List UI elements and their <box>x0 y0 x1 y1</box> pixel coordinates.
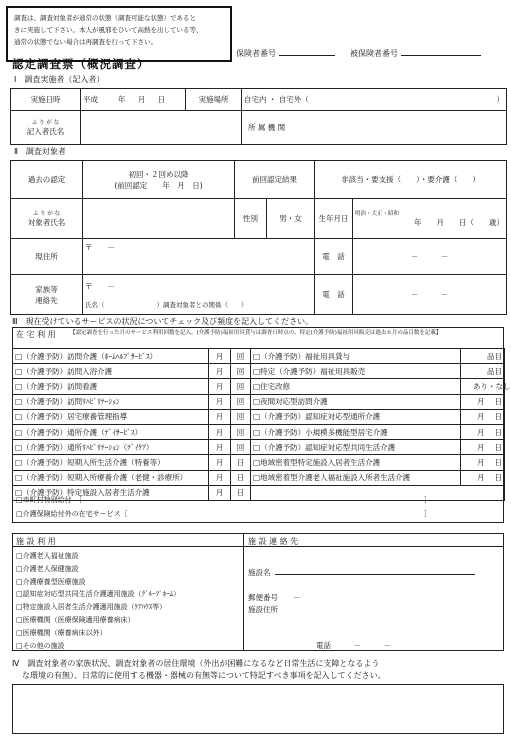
service-value-right: 日 <box>494 412 502 422</box>
service-checkbox-right[interactable]: □（介護予防）福祉用具貸与 <box>251 349 461 364</box>
birth-field[interactable] <box>353 199 507 239</box>
service-checkbox-right[interactable]: □特定（介護予防）福祉用具販売 <box>251 364 461 379</box>
facility-checkbox[interactable]: □特定施設入居者生活介護適用施設（ｹｱﾊｳｽ等） <box>16 603 167 612</box>
insured-number-field[interactable] <box>350 48 481 59</box>
year-label: 年 <box>117 95 126 104</box>
service-unit-left: 月 <box>209 424 231 439</box>
service-value-right: あり・なし <box>473 381 511 391</box>
past-cert-field[interactable] <box>83 161 235 199</box>
sex-field[interactable]: 男・女 <box>267 199 315 239</box>
service-count-left[interactable]: 回 <box>231 379 251 394</box>
service-checkbox-right[interactable]: □（介護予防）認知症対応型共同生活介護 <box>251 440 461 455</box>
insurer-number-label: 保険者番号 <box>236 49 276 58</box>
day-label: 日 <box>157 95 166 104</box>
service-row <box>13 379 505 394</box>
municipal-close: ］ <box>424 496 431 504</box>
service-count-right[interactable] <box>461 379 511 394</box>
past-cert-label: 過去の認定 <box>11 161 83 199</box>
service-count-right[interactable] <box>461 349 505 364</box>
service-row <box>13 349 505 364</box>
outside-label: □介護保険給付外の在宅サービス［ <box>16 510 128 518</box>
service-checkbox-left[interactable]: □（介護予防）訪問介護（ﾎｰﾑﾍﾙﾌﾟｻｰﾋﾞｽ） <box>13 349 209 364</box>
service-value-right: 日 <box>494 473 502 483</box>
facility-checkbox[interactable]: □医療機関（医療保険適用療養病床） <box>16 615 135 624</box>
home-use-label: 在 宅 利 用 <box>16 330 56 339</box>
insured-number-line <box>401 55 481 56</box>
writer-furigana: ふ り が な <box>31 120 60 126</box>
services-table <box>12 348 511 501</box>
service-count-right[interactable] <box>461 394 505 409</box>
tel-field[interactable]: － － <box>353 239 507 275</box>
writer-label-cell <box>11 111 81 145</box>
service-checkbox-left[interactable]: □（介護予防）居宅療養管理指導 <box>13 409 209 424</box>
subject-name-field[interactable] <box>83 199 235 239</box>
service-unit-right: 月 <box>477 412 485 422</box>
section-1-heading: Ⅰ 調査実施者（記入者） <box>14 75 105 84</box>
tel-label: 電 話 <box>315 239 353 275</box>
birth-label: 生年月日 <box>315 199 353 239</box>
section-4-heading-2: な環境の有無）、日常的に使用する機器・器械の有無等について特記すべき事項を記入してください。 <box>22 671 386 680</box>
service-checkbox-left[interactable]: □（介護予防）短期入所生活介護（特養等） <box>13 455 209 470</box>
facility-checkbox[interactable]: □医療機関（療養病床以外） <box>16 628 107 637</box>
address-field[interactable] <box>83 239 315 275</box>
writer-label: 記入者氏名 <box>26 127 65 136</box>
birth-eras: 明治・大正・昭和 <box>355 211 400 217</box>
subject-furigana: ふ り が な <box>32 211 61 217</box>
service-unit-left: 月 <box>209 364 231 379</box>
facility-checkbox[interactable]: □介護老人福祉施設 <box>16 552 79 560</box>
insurer-number-field[interactable] <box>236 48 335 59</box>
service-unit-left: 月 <box>209 485 231 500</box>
service-unit-left: 月 <box>209 440 231 455</box>
service-value-right: 日 <box>494 397 502 407</box>
family-postal: 〒 － <box>85 281 115 291</box>
notice-box <box>6 6 232 62</box>
service-empty-right <box>251 485 505 500</box>
service-unit-right: 月 <box>477 473 485 483</box>
service-row <box>13 455 505 470</box>
sex-label: 性別 <box>235 199 267 239</box>
facility-postal[interactable]: 郵便番号 － <box>248 593 301 602</box>
facility-checkbox[interactable]: □介護療養型医療施設 <box>16 577 86 586</box>
address-postal: 〒 － <box>85 243 115 252</box>
org-field[interactable] <box>242 111 507 145</box>
service-unit-left: 月 <box>209 349 231 364</box>
service-row <box>13 364 505 379</box>
outside-service[interactable] <box>16 509 128 519</box>
facility-tel[interactable]: 電話 － － <box>316 641 391 650</box>
municipal-label: □市町村特別給付 ［ <box>16 496 83 504</box>
date-label: 実施日時 <box>11 89 81 111</box>
notice-line-2: きに実施して下さい。本人が風邪をひいて高熱を出している等、 <box>14 26 203 34</box>
facility-name-field[interactable] <box>248 567 475 578</box>
section-2-table <box>10 160 507 315</box>
facility-use-label: 施 設 利 用 <box>16 537 56 546</box>
place-field[interactable] <box>242 89 507 111</box>
subject-name-label: 対象者氏名 <box>27 218 66 227</box>
past-first: 初回・２回め以降 <box>128 169 189 179</box>
service-count-right[interactable] <box>461 470 505 485</box>
service-value-right: 日 <box>494 427 502 437</box>
family-field[interactable] <box>83 275 315 315</box>
service-unit-right: 月 <box>477 397 485 407</box>
service-count-right[interactable] <box>461 409 505 424</box>
service-checkbox-left[interactable]: □（介護予防）訪問看護 <box>13 379 209 394</box>
facility-divider <box>243 533 244 651</box>
address-label: 現住所 <box>11 239 83 275</box>
service-count-left[interactable]: 回 <box>231 424 251 439</box>
prev-result-label: 前回認定結果 <box>235 161 315 199</box>
service-count-left[interactable]: 回 <box>231 394 251 409</box>
family-name: 氏名（ ）調査対象者との関係（ ） <box>85 300 248 309</box>
service-value-right: 日 <box>494 442 502 452</box>
past-prev: (前回認定 年 月 日) <box>114 180 203 190</box>
service-checkbox-left[interactable]: □（介護予防）短期入所療養介護（老健・診療所） <box>13 470 209 485</box>
service-unit-left: 月 <box>209 394 231 409</box>
subject-name-label-cell <box>11 199 83 239</box>
service-count-right[interactable] <box>461 440 505 455</box>
service-checkbox-left[interactable]: □（介護予防）通所ﾘﾊﾋﾞﾘﾃｰｼｮﾝ（ﾃﾞｲｹｱ） <box>13 440 209 455</box>
service-row <box>13 440 505 455</box>
prev-result-field[interactable]: 非該当・要支援（ ）・要介護（ ） <box>315 161 507 199</box>
service-row <box>13 394 505 409</box>
service-unit-right: 月 <box>477 427 485 437</box>
insured-number-label: 被保険者番号 <box>350 49 398 58</box>
service-count-left[interactable]: 回 <box>231 349 251 364</box>
notes-area[interactable] <box>12 684 504 734</box>
service-value-right: 日 <box>494 457 502 467</box>
date-field[interactable] <box>81 89 186 111</box>
family-label-cell <box>11 275 83 315</box>
service-count-left[interactable]: 回 <box>231 409 251 424</box>
facility-checkbox[interactable]: □その他の施設 <box>16 641 65 650</box>
service-checkbox-right[interactable]: □住宅改修 <box>251 379 461 394</box>
month-label: 月 <box>137 95 146 104</box>
service-unit-left: 月 <box>209 379 231 394</box>
service-checkbox-left[interactable]: □（介護予防）訪問ﾘﾊﾋﾞﾘﾃｰｼｮﾝ <box>13 394 209 409</box>
service-row <box>13 470 505 485</box>
service-count-left[interactable]: 日 <box>231 455 251 470</box>
section-2-heading: Ⅱ 調査対象者 <box>14 147 66 156</box>
service-unit-left: 月 <box>209 470 231 485</box>
writer-name-field[interactable] <box>81 111 242 145</box>
service-count-left[interactable]: 日 <box>231 470 251 485</box>
notice-line-1: 調査は、調査対象者が通常の状態（調査可能な状態）であると <box>14 14 196 22</box>
service-row <box>13 409 505 424</box>
facility-list <box>16 550 180 652</box>
era: 平成 <box>83 95 98 104</box>
service-checkbox-right[interactable]: □地域密着型介護老人福祉施設入所者生活介護 <box>251 470 461 485</box>
section-1-table <box>10 88 507 145</box>
service-checkbox-right[interactable]: □（介護予防）認知症対応型通所介護 <box>251 409 461 424</box>
service-count-left[interactable]: 日 <box>231 485 251 500</box>
outside-close: ］ <box>424 510 431 518</box>
org-label: 所 属 機 関 <box>248 123 286 132</box>
service-checkbox-right[interactable]: □夜間対応型訪問介護 <box>251 394 461 409</box>
service-count-right[interactable] <box>461 455 505 470</box>
service-row <box>13 424 505 439</box>
birth-ymd: 年 月 日（ 歳） <box>414 218 504 227</box>
family-label-1: 家族等 <box>35 284 58 294</box>
facility-checkbox[interactable]: □認知症対応型共同生活介護適用施設（ｸﾞﾙｰﾌﾟﾎｰﾑ） <box>16 590 181 599</box>
page-title: 認定調査票（概況調査） <box>12 57 150 71</box>
service-checkbox-right[interactable]: □地域密着型特定施設入居者生活介護 <box>251 455 461 470</box>
place-close: ） <box>496 95 504 104</box>
service-unit-left: 月 <box>209 409 231 424</box>
service-count-right[interactable] <box>461 424 505 439</box>
municipal-benefit[interactable] <box>16 495 82 505</box>
family-tel-field[interactable]: － － <box>353 275 507 315</box>
section-3-heading: Ⅲ 現在受けているサービスの状況についてチェック及び頻度を記入してください。 <box>12 317 314 326</box>
place-value: 自宅内 ・ 自宅外（ <box>244 95 309 104</box>
facility-checkbox[interactable]: □介護老人保健施設 <box>16 564 79 573</box>
service-checkbox-left[interactable]: □（介護予防）特定施設入居者生活介護 <box>13 485 209 500</box>
notice-line-3: 通常の状態でない場合は再調査を行って下さい。 <box>14 38 157 46</box>
service-checkbox-right[interactable]: □（介護予防）小規模多機能型居宅介護 <box>251 424 461 439</box>
insurer-number-line <box>279 55 335 56</box>
place-label: 実施場所 <box>186 89 242 111</box>
facility-address-label: 施設住所 <box>248 605 278 614</box>
service-value-right: 品目 <box>487 366 502 376</box>
service-count-right[interactable] <box>461 364 505 379</box>
facility-name-line <box>275 574 475 575</box>
service-value-right: 品目 <box>487 351 502 361</box>
facility-name-label: 施設名 <box>248 568 271 577</box>
facility-contact-label: 施 設 連 絡 先 <box>248 537 299 546</box>
service-checkbox-left[interactable]: □（介護予防）訪問入浴介護 <box>13 364 209 379</box>
service-count-left[interactable]: 回 <box>231 364 251 379</box>
section-4-heading-1: Ⅳ 調査対象者の家族状況、調査対象者の居住環境（外出が困難になるなど日常生活に支障となるよう <box>12 659 380 668</box>
service-unit-left: 月 <box>209 455 231 470</box>
service-unit-right: 月 <box>477 457 485 467</box>
service-unit-right: 月 <box>477 442 485 452</box>
service-count-left[interactable]: 回 <box>231 440 251 455</box>
family-label-2: 連絡先 <box>35 295 58 305</box>
family-tel-label: 電 話 <box>315 275 353 315</box>
service-checkbox-left[interactable]: □（介護予防）通所介護（ﾃﾞｲｻｰﾋﾞｽ） <box>13 424 209 439</box>
home-note: 【認定調査を行った月のサービス利用回数を記入。(介護予防)福祉用具貸与は調査日時点の、特定(介護予防)福祉用具販売は過去６月の品目数を記載】 <box>70 330 442 336</box>
